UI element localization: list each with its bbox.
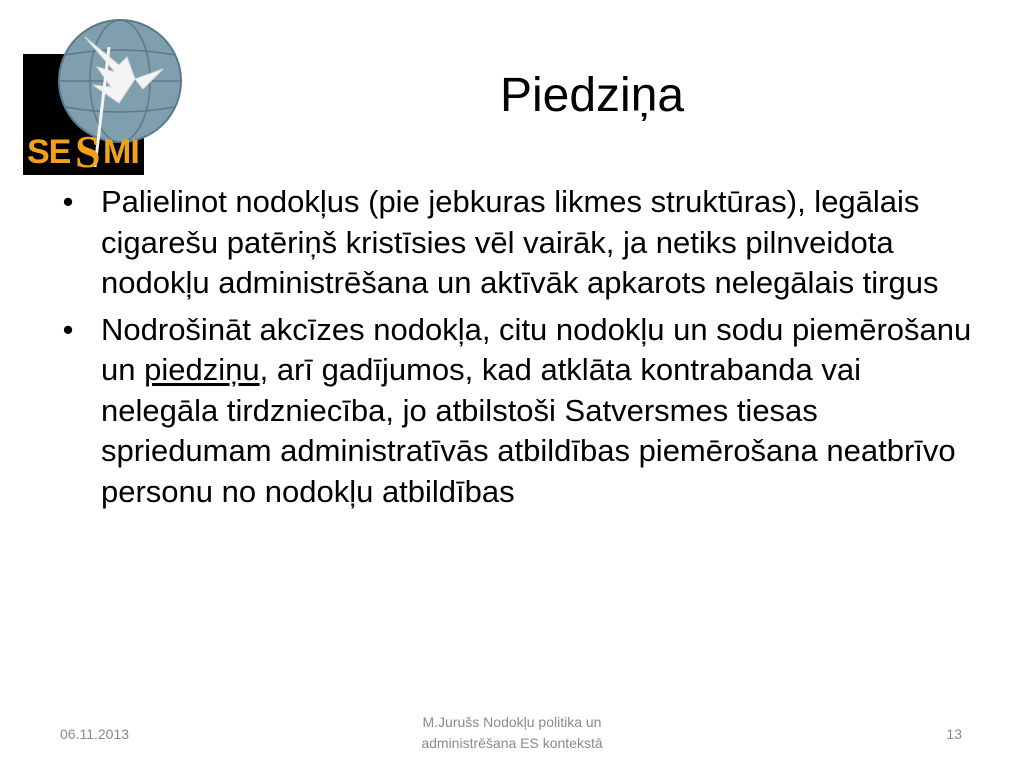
bullet-text-after: , arī gadījumos, kad atklāta kontrabanda vai nelegāla tirdzniecība, jo atbilstoši Satversmes tiesas spriedumam administratīvās atbildības piemērošana neatbrīvo personu no nodokļu atbildības	[101, 352, 956, 509]
footer-center-line: administrēšana ES kontekstā	[421, 735, 603, 751]
bullet-item	[58, 310, 978, 513]
page-number: 13	[946, 726, 962, 742]
bullet-marker: •	[62, 184, 74, 219]
footer-center-text	[380, 712, 644, 754]
bullet-marker: •	[62, 311, 74, 347]
bullet-text: Palielinot nodokļus (pie jebkuras likmes struktūras), legālais cigarešu patēriņš kristīsies vēl vairāk, ja netiks pilnveidota nodokļu administrēšana un aktīvāk apkarots nelegālais tirgus	[101, 184, 939, 300]
svg-text:SE: SE	[27, 133, 71, 171]
svg-text:MI: MI	[103, 133, 139, 171]
underlined-term: piedziņu	[144, 352, 260, 387]
bullet-text-before: Nodrošināt akcīzes nodokļa, citu nodokļu un sodu piemērošanu un	[101, 311, 972, 387]
footer-center-line: M.Jurušs Nodokļu politika un	[422, 714, 602, 730]
svg-text:S: S	[75, 126, 101, 177]
sesmi-logo	[23, 17, 183, 177]
bullet-list	[58, 182, 978, 518]
slide-title: Piedziņa	[499, 69, 685, 122]
footer-date: 06.11.2013	[60, 726, 130, 742]
logo-graphic	[23, 17, 183, 177]
bullet-item	[58, 182, 978, 304]
